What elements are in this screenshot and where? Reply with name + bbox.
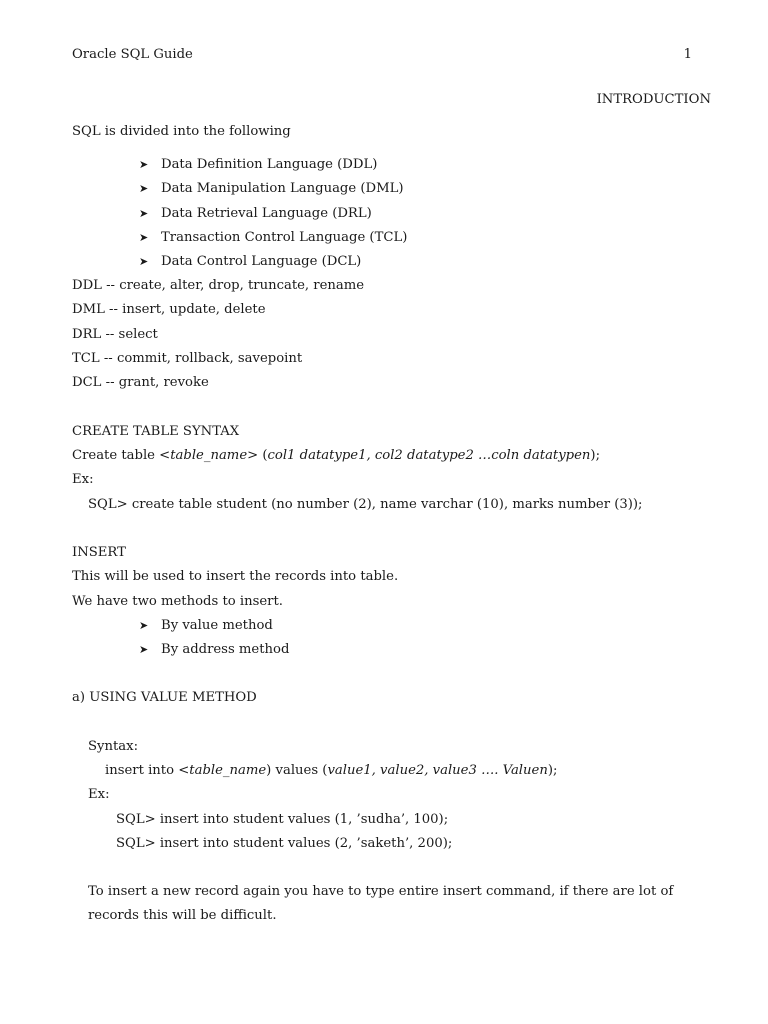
page-number: 1 xyxy=(683,47,692,62)
category-item: ➤ Transaction Control Language (TCL) xyxy=(139,230,408,245)
create-ex-label: Ex: xyxy=(72,472,94,487)
create-heading: CREATE TABLE SYNTAX xyxy=(72,424,240,439)
command-line: TCL -- commit, rollback, savepoint xyxy=(72,351,303,366)
arrow-bullet-icon: ➤ xyxy=(139,255,149,268)
category-item: ➤ Data Definition Language (DDL) xyxy=(139,157,378,172)
command-line: DCL -- grant, revoke xyxy=(72,375,209,390)
section-title: INTRODUCTION xyxy=(596,92,711,107)
command-line: DML -- insert, update, delete xyxy=(72,302,266,317)
intro-line: SQL is divided into the following xyxy=(72,124,291,139)
syntax-label: Syntax: xyxy=(88,739,139,754)
insert-syntax: insert into <table_name) values (value1, value2, value3 …. Valuen); xyxy=(105,763,558,778)
insert-ex-label: Ex: xyxy=(88,787,110,802)
insert-heading: INSERT xyxy=(72,545,126,560)
category-item: ➤ Data Control Language (DCL) xyxy=(139,254,362,269)
value-method-heading: a) USING VALUE METHOD xyxy=(72,690,257,705)
category-item: ➤ Data Manipulation Language (DML) xyxy=(139,181,404,196)
page-header xyxy=(72,47,692,65)
method-item: ➤ By address method xyxy=(139,642,290,657)
arrow-bullet-icon: ➤ xyxy=(139,643,149,656)
insert-example: SQL> insert into student values (2, ’saketh’, 200); xyxy=(116,836,453,851)
arrow-bullet-icon: ➤ xyxy=(139,158,149,171)
insert-example: SQL> insert into student values (1, ’sudha’, 100); xyxy=(116,812,449,827)
command-line: DRL -- select xyxy=(72,327,158,342)
header-title: Oracle SQL Guide xyxy=(72,47,193,62)
insert-description: This will be used to insert the records into table. xyxy=(72,569,399,584)
note-line: To insert a new record again you have to type entire insert command, if there are lot of xyxy=(88,884,674,899)
arrow-bullet-icon: ➤ xyxy=(139,231,149,244)
command-line: DDL -- create, alter, drop, truncate, rename xyxy=(72,278,365,293)
create-syntax: Create table <table_name> (col1 datatype1, col2 datatype2 …coln datatypen); xyxy=(72,448,601,463)
arrow-bullet-icon: ➤ xyxy=(139,619,149,632)
note-line: records this will be difficult. xyxy=(88,908,277,923)
insert-description: We have two methods to insert. xyxy=(72,594,283,609)
arrow-bullet-icon: ➤ xyxy=(139,182,149,195)
arrow-bullet-icon: ➤ xyxy=(139,207,149,220)
create-example: SQL> create table student (no number (2), name varchar (10), marks number (3)); xyxy=(88,497,643,512)
method-item: ➤ By value method xyxy=(139,618,273,633)
category-item: ➤ Data Retrieval Language (DRL) xyxy=(139,206,372,221)
